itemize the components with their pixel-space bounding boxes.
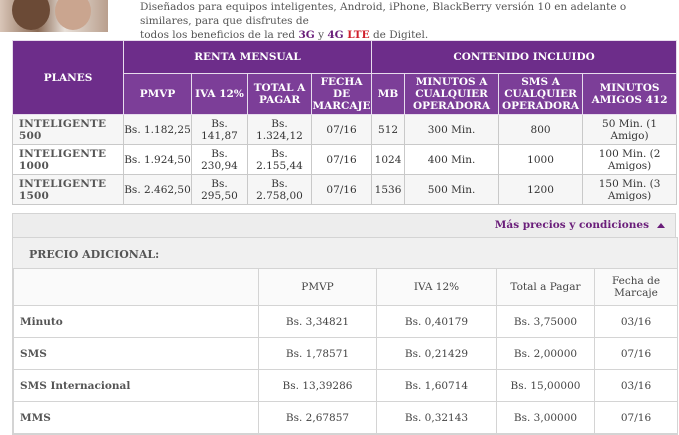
- cell: Bs. 3,34821: [259, 306, 377, 338]
- col-header: [14, 269, 259, 306]
- cell: Bs. 295,50: [192, 175, 248, 205]
- cell: 150 Min. (3 Amigos): [583, 175, 677, 205]
- cell: 07/16: [595, 338, 678, 370]
- cell: Bs. 3,75000: [497, 306, 595, 338]
- cell: 1000: [499, 145, 583, 175]
- network-4g: 4G: [327, 29, 344, 41]
- col-header: MB: [372, 74, 405, 115]
- more-prices-toggle[interactable]: [12, 213, 676, 239]
- cell: Bs. 13,39286: [259, 370, 377, 402]
- more-prices-label[interactable]: Más precios y condiciones: [494, 219, 649, 231]
- caret-up-icon[interactable]: [657, 223, 665, 228]
- additional-price-title: PRECIO ADICIONAL:: [13, 238, 677, 268]
- renta-mensual-header: RENTA MENSUAL: [124, 41, 372, 74]
- col-header: PMVP: [124, 74, 192, 115]
- table-row: [13, 175, 677, 205]
- person-image: [12, 0, 50, 30]
- cell: Bs. 2.462,50: [124, 175, 192, 205]
- plan-name: INTELIGENTE 500: [13, 115, 124, 145]
- cell: Bs. 1.924,50: [124, 145, 192, 175]
- table-row: [14, 370, 678, 402]
- cell: Bs. 0,40179: [377, 306, 497, 338]
- cell: Bs. 1,60714: [377, 370, 497, 402]
- cell: 1024: [372, 145, 405, 175]
- intro-line-2-text: todos los beneficios de la red: [140, 29, 299, 41]
- cell: Bs. 141,87: [192, 115, 248, 145]
- cell: Bs. 1.182,25: [124, 115, 192, 145]
- cell: 07/16: [312, 115, 372, 145]
- cell: 07/16: [312, 145, 372, 175]
- table-row: [14, 306, 678, 338]
- additional-price-panel: [12, 237, 678, 435]
- cell: 100 Min. (2 Amigos): [583, 145, 677, 175]
- item-name: MMS: [14, 402, 259, 434]
- planes-header: PLANES: [13, 41, 124, 115]
- person-image: [55, 0, 91, 30]
- plans-table: [12, 40, 677, 205]
- item-name: Minuto: [14, 306, 259, 338]
- cell: Bs. 15,00000: [497, 370, 595, 402]
- col-header: TOTAL A PAGAR: [248, 74, 312, 115]
- col-header: Fecha de Marcaje: [595, 269, 678, 306]
- col-header: SMS A CUALQUIER OPERADORA: [499, 74, 583, 115]
- table-row: [14, 402, 678, 434]
- item-name: SMS Internacional: [14, 370, 259, 402]
- cell: Bs. 0,21429: [377, 338, 497, 370]
- item-name: SMS: [14, 338, 259, 370]
- cell: Bs. 3,00000: [497, 402, 595, 434]
- intro-line-2-end: de Digitel.: [369, 29, 429, 41]
- contenido-incluido-header: CONTENIDO INCLUIDO: [372, 41, 677, 74]
- cell: Bs. 1.324,12: [248, 115, 312, 145]
- cell: 300 Min.: [405, 115, 499, 145]
- col-header: IVA 12%: [377, 269, 497, 306]
- intro-text: [140, 0, 679, 42]
- cell: 1200: [499, 175, 583, 205]
- additional-price-table: [13, 268, 678, 434]
- plan-name: INTELIGENTE 1500: [13, 175, 124, 205]
- cell: Bs. 2.155,44: [248, 145, 312, 175]
- cell: 03/16: [595, 370, 678, 402]
- col-header: IVA 12%: [192, 74, 248, 115]
- cell: Bs. 2,67857: [259, 402, 377, 434]
- intro-line-1: Diseñados para equipos inteligentes, Android, iPhone, BlackBerry versión 10 en adelante o similares, para que disfrutes de: [140, 1, 627, 27]
- cell: 512: [372, 115, 405, 145]
- cell: Bs. 1,78571: [259, 338, 377, 370]
- table-row: [14, 338, 678, 370]
- col-header: FECHA DE MARCAJE: [312, 74, 372, 115]
- cell: 1536: [372, 175, 405, 205]
- col-header: PMVP: [259, 269, 377, 306]
- cell: 07/16: [312, 175, 372, 205]
- cell: Bs. 2,00000: [497, 338, 595, 370]
- col-header: MINUTOS A CUALQUIER OPERADORA: [405, 74, 499, 115]
- cell: Bs. 0,32143: [377, 402, 497, 434]
- cell: 400 Min.: [405, 145, 499, 175]
- plan-name: INTELIGENTE 1000: [13, 145, 124, 175]
- header-photo: [0, 0, 108, 32]
- network-3g: 3G: [298, 29, 315, 41]
- cell: 07/16: [595, 402, 678, 434]
- intro-conj: y: [314, 29, 328, 41]
- cell: 03/16: [595, 306, 678, 338]
- table-row: [13, 115, 677, 145]
- cell: 800: [499, 115, 583, 145]
- col-header: MINUTOS AMIGOS 412: [583, 74, 677, 115]
- cell: 50 Min. (1 Amigo): [583, 115, 677, 145]
- cell: 500 Min.: [405, 175, 499, 205]
- network-lte: LTE: [343, 29, 370, 41]
- cell: Bs. 230,94: [192, 145, 248, 175]
- col-header: Total a Pagar: [497, 269, 595, 306]
- cell: Bs. 2.758,00: [248, 175, 312, 205]
- table-row: [13, 145, 677, 175]
